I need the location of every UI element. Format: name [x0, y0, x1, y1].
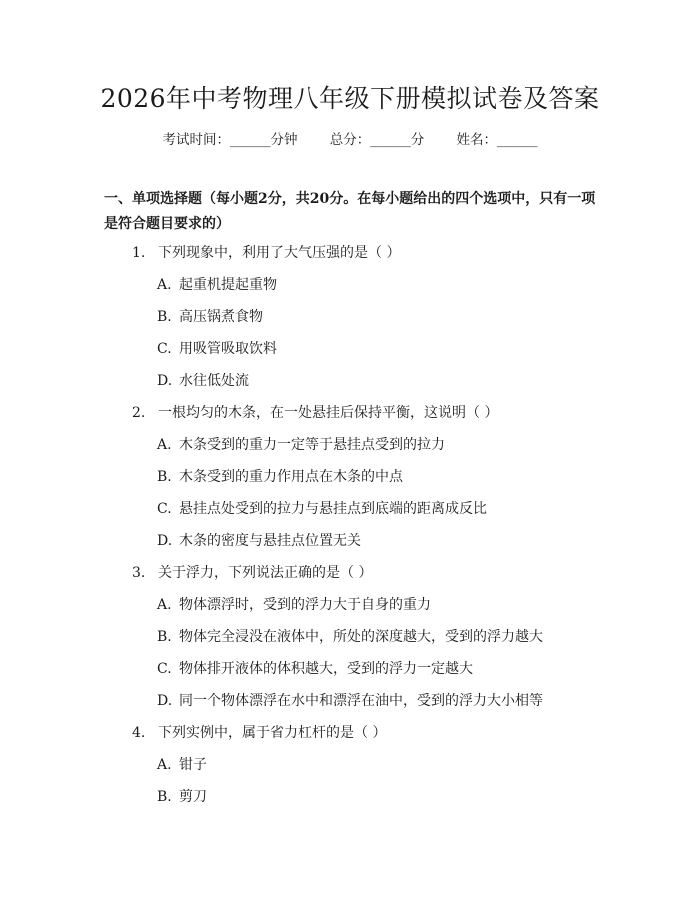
question-4-option-b	[157, 787, 207, 807]
question-3-option-c	[157, 659, 473, 679]
option-text: 同一个物体漂浮在水中和漂浮在油中，受到的浮力大小相等	[179, 693, 543, 709]
question-number: 3.	[132, 565, 146, 581]
question-1-option-a	[157, 275, 277, 295]
question-1	[132, 243, 400, 263]
option-letter: D.	[157, 533, 173, 549]
question-2-option-b	[157, 467, 403, 487]
student-name-field: 姓名：______	[456, 132, 538, 148]
question-2	[132, 403, 498, 423]
option-text: 高压锅煮食物	[179, 309, 263, 325]
question-1-option-d	[157, 371, 249, 391]
question-4-option-a	[157, 755, 207, 775]
question-number: 4.	[132, 725, 146, 741]
exam-info-line	[0, 130, 700, 150]
option-text: 物体排开液体的体积越大，受到的浮力一定越大	[179, 661, 473, 677]
question-stem: 下列实例中，属于省力杠杆的是（ ）	[158, 725, 387, 741]
exam-time-field: 考试时间：______分钟	[162, 132, 298, 148]
exam-title: 2026年中考物理八年级下册模拟试卷及答案	[100, 84, 600, 113]
option-letter: D.	[157, 693, 173, 709]
option-text: 物体完全浸没在液体中，所处的深度越大，受到的浮力越大	[179, 629, 543, 645]
option-letter: C.	[157, 341, 172, 357]
question-3-option-a	[157, 595, 431, 615]
option-letter: B.	[157, 309, 172, 325]
question-2-option-c	[157, 499, 487, 519]
question-stem: 下列现象中，利用了大气压强的是（ ）	[158, 245, 401, 261]
option-letter: B.	[157, 789, 172, 805]
question-stem: 一根均匀的木条，在一处悬挂后保持平衡，这说明（ ）	[158, 405, 499, 421]
question-3	[132, 563, 372, 583]
question-2-option-a	[157, 435, 445, 455]
option-text: 木条的密度与悬挂点位置无关	[179, 533, 361, 549]
question-4	[132, 723, 386, 743]
question-number: 2.	[132, 405, 146, 421]
option-text: 物体漂浮时，受到的浮力大于自身的重力	[179, 597, 431, 613]
option-text: 剪刀	[179, 789, 207, 805]
option-text: 木条受到的重力作用点在木条的中点	[179, 469, 403, 485]
question-3-option-d	[157, 691, 543, 711]
question-stem: 关于浮力，下列说法正确的是（ ）	[158, 565, 373, 581]
option-letter: A.	[157, 597, 172, 613]
question-number: 1.	[132, 245, 146, 261]
option-letter: B.	[157, 629, 172, 645]
option-letter: A.	[157, 277, 172, 293]
total-score-field: 总分：______分	[329, 132, 425, 148]
question-1-option-b	[157, 307, 263, 327]
option-text: 钳子	[179, 757, 207, 773]
option-letter: C.	[157, 661, 172, 677]
option-letter: A.	[157, 437, 172, 453]
option-letter: A.	[157, 757, 172, 773]
option-letter: C.	[157, 501, 172, 517]
option-letter: D.	[157, 373, 173, 389]
option-text: 水往低处流	[179, 373, 249, 389]
option-text: 木条受到的重力一定等于悬挂点受到的拉力	[179, 437, 445, 453]
option-letter: B.	[157, 469, 172, 485]
question-2-option-d	[157, 531, 361, 551]
question-1-option-c	[157, 339, 277, 359]
question-3-option-b	[157, 627, 543, 647]
option-text: 悬挂点处受到的拉力与悬挂点到底端的距离成反比	[179, 501, 487, 517]
section-heading: 一、单项选择题（每小题2分，共20分。在每小题给出的四个选项中，只有一项是符合题目要求的）	[104, 191, 596, 232]
option-text: 起重机提起重物	[179, 277, 277, 293]
option-text: 用吸管吸取饮料	[179, 341, 277, 357]
